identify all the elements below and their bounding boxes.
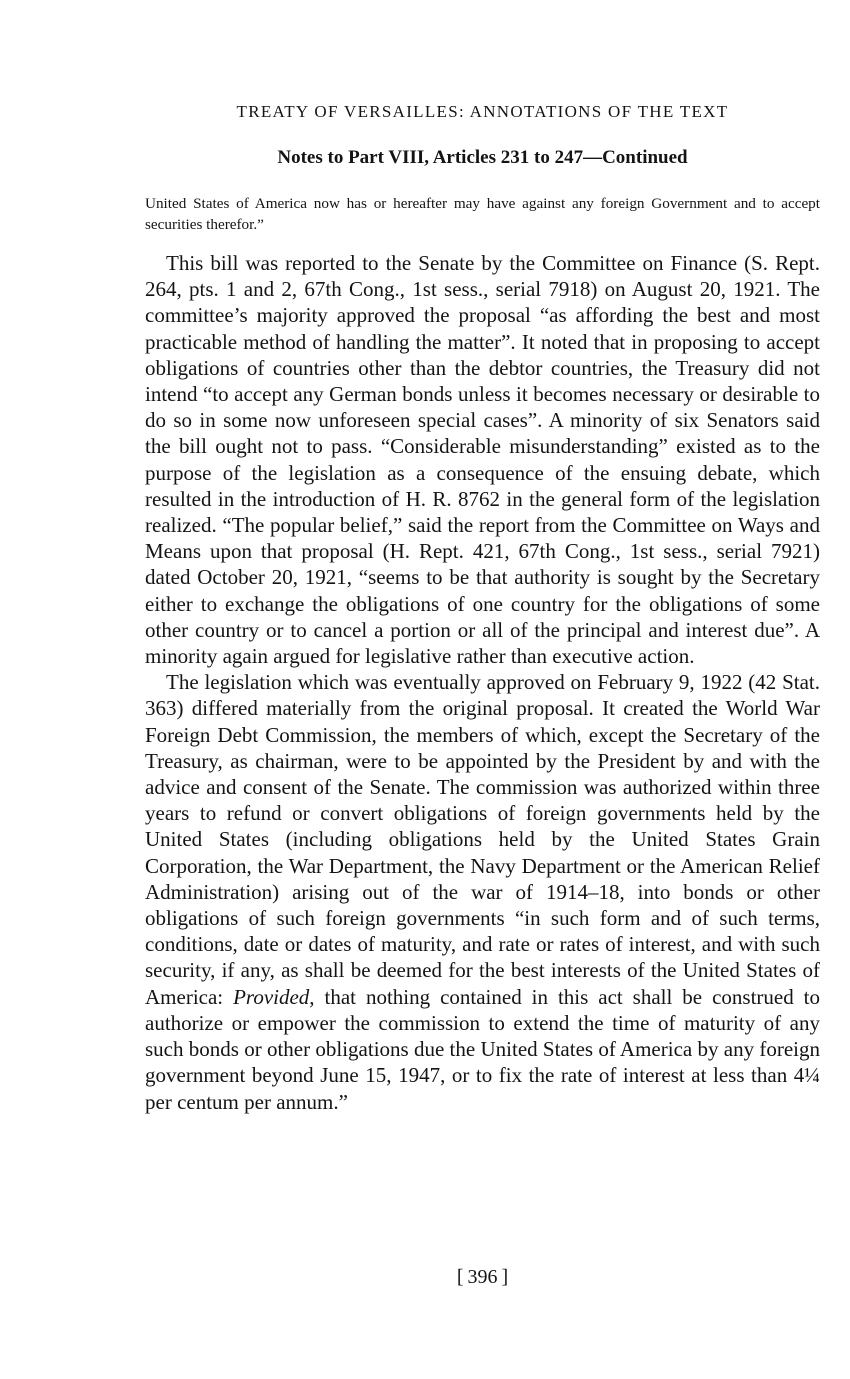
paragraph-text-end: , that nothing contained in this act shall be construed to authorize or empower the commission to extend the time of maturity of any such bonds or other obligations due the United States of America by any foreign government beyond June 15, 1947, or to fix the rate of interest at less than 4¼ per centum per annum.” bbox=[145, 984, 821, 1114]
paragraph-legislation-approved bbox=[145, 669, 820, 1114]
paragraph-senate-report: This bill was reported to the Senate by the Committee on Finance (S. Rept. 264, pts. 1 and 2, 67th Cong., 1st sess., serial 7918) on August 20, 1921. The committee’s majority approved the proposal “as affording the best and most practicable method of handling the matter”. It noted that in proposing to accept obligations of countries other than the debtor countries, the Treasury did not intend “to accept any German bonds unless it becomes necessary or desirable to do so in some now unforeseen special cases”. A minority of six Senators said the bill ought not to pass. “Considerable misunderstanding” existed as to the purpose of the legislation as a consequence of the ensuing debate, which resulted in the introduction of H. R. 8762 in the general form of the legislation realized. “The popular belief,” said the report from the Committee on Ways and Means upon that proposal (H. Rept. 421, 67th Cong., 1st sess., serial 7921) dated October 20, 1921, “seems to be that authority is sought by the Secretary either to exchange the obligations of one country for the obligations of some other country or to cancel a portion or all of the principal and interest due”. A minority again argued for legislative rather than executive action. bbox=[145, 251, 820, 669]
section-title: Notes to Part VIII, Articles 231 to 247—Continued bbox=[277, 147, 688, 168]
paragraph-text-start: The legislation which was eventually approved on February 9, 1922 (42 Stat. 363) differed materially from the original proposal. It created the World War Foreign Debt Commission, the members of which, except the Secretary of the Treasury, as chairman, were to be appointed by the President by and with the advice and consent of the Senate. The commission was authorized within three years to refund or convert obligations of foreign governments held by the United States (including obligations held by the United States Grain Corporation, the War Department, the Navy Department or the American Relief Administration) arising out of the war of 1914–18, into bonds or other obligations of such foreign governments “in such form and of such terms, conditions, date or dates of maturity, and rate or rates of interest, and with such security, if any, as shall be deemed for the best interests of the United States of America: bbox=[145, 670, 820, 1009]
bracket-open: [ bbox=[456, 1266, 464, 1288]
body-text bbox=[145, 250, 820, 1115]
running-head: TREATY OF VERSAILLES: ANNOTATIONS OF THE TEXT bbox=[236, 102, 729, 121]
italic-provided: Provided bbox=[233, 984, 310, 1009]
page-number bbox=[145, 1266, 820, 1289]
quoted-text-continuation: United States of America now has or hereafter may have against any foreign Government and to accept securities therefor.” bbox=[145, 195, 820, 233]
page-number-value: 396 bbox=[467, 1266, 498, 1288]
bracket-close: ] bbox=[501, 1266, 509, 1288]
